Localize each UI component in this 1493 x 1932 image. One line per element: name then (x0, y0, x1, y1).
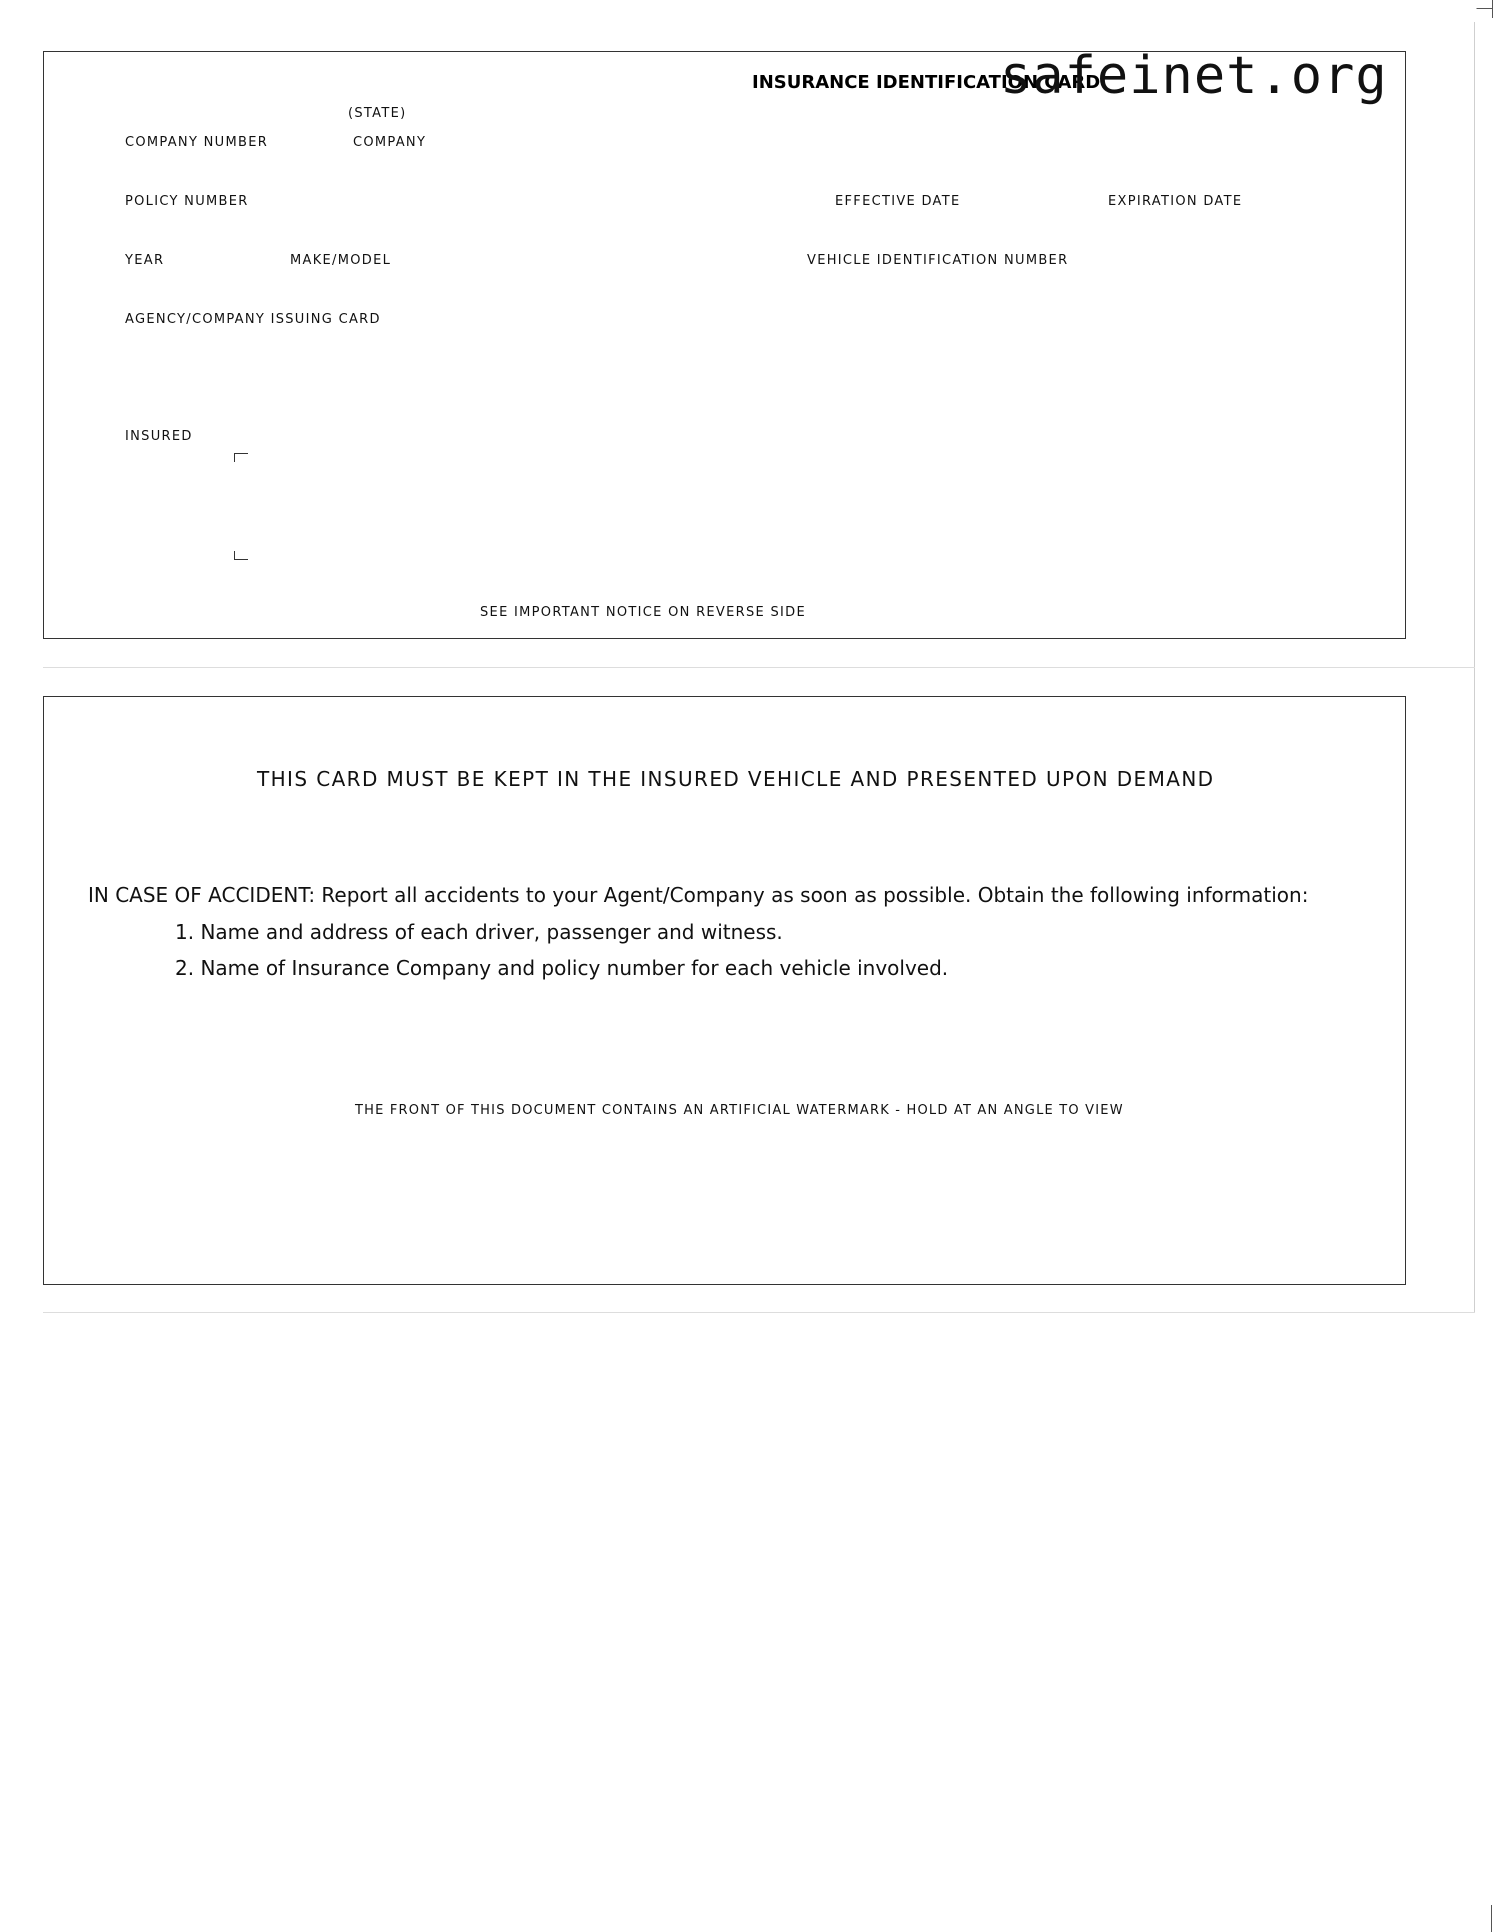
site-watermark: safeinet.org (1000, 46, 1388, 106)
address-window-corner-top (234, 453, 248, 462)
keep-card-heading: THIS CARD MUST BE KEPT IN THE INSURED VEHICLE AND PRESENTED UPON DEMAND (257, 767, 1215, 791)
page-bottom-tick (1491, 1905, 1492, 1932)
year-label: YEAR (125, 253, 165, 268)
list-item-number: 2. (175, 956, 195, 980)
insured-label: INSURED (125, 429, 193, 444)
vin-label: VEHICLE IDENTIFICATION NUMBER (807, 253, 1069, 268)
list-item-text: Name and address of each driver, passenger and witness. (200, 920, 783, 944)
accident-instructions: IN CASE OF ACCIDENT: Report all accidents to your Agent/Company as soon as possible. Obtain the following information: (88, 883, 1309, 907)
list-item-number: 1. (175, 920, 195, 944)
card-separator-bottom (43, 1312, 1475, 1313)
address-window-corner-bottom (234, 551, 248, 560)
reverse-side-notice: SEE IMPORTANT NOTICE ON REVERSE SIDE (480, 605, 806, 620)
list-item-text: Name of Insurance Company and policy number for each vehicle involved. (200, 956, 949, 980)
expiration-date-label: EXPIRATION DATE (1108, 194, 1243, 209)
card-title: INSURANCE IDENTIFICATION CARD (752, 72, 1101, 93)
make-model-label: MAKE/MODEL (290, 253, 392, 268)
company-number-label: COMPANY NUMBER (125, 135, 269, 150)
page-corner-mark (1476, 0, 1493, 9)
agency-label: AGENCY/COMPANY ISSUING CARD (125, 312, 381, 327)
state-label: (STATE) (348, 106, 407, 121)
card-separator (43, 667, 1475, 668)
list-item (175, 920, 783, 944)
company-label: COMPANY (353, 135, 427, 150)
effective-date-label: EFFECTIVE DATE (835, 194, 961, 209)
list-item (175, 956, 948, 980)
watermark-notice: THE FRONT OF THIS DOCUMENT CONTAINS AN ARTIFICIAL WATERMARK - HOLD AT AN ANGLE TO VIEW (355, 1103, 1124, 1118)
policy-number-label: POLICY NUMBER (125, 194, 249, 209)
